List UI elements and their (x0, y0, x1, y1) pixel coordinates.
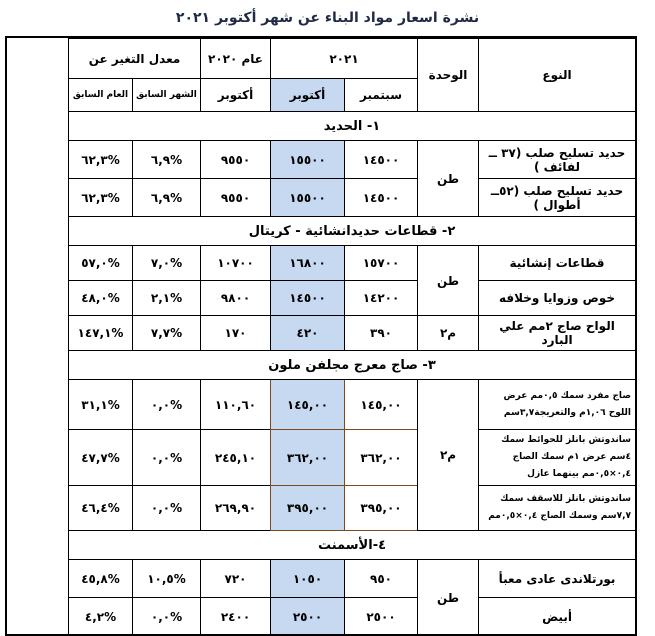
section-title-structural-steel: ٢- قطاعات حديدانشائية - كريتال (69, 217, 636, 246)
product-name: صاج مفرد سمك ٠,٥مم عرض اللوح ١,٠٦م والتعريجة٣,٧سم (479, 380, 636, 430)
spacer (8, 598, 69, 636)
price-october: ٢٥٠٠ (271, 598, 345, 636)
price-september: ١٤٥٠٠ (345, 141, 418, 179)
header-year-2021: ٢٠٢١ (271, 39, 418, 79)
section-title-iron: ١- الحديد (69, 112, 636, 141)
change-prev-month: %٧,٠ (133, 246, 201, 281)
header-september: سبتمبر (345, 79, 418, 112)
spacer (8, 141, 69, 179)
header-year-2020: عام ٢٠٢٠ (201, 39, 271, 79)
price-october: ١٤٥٠٠ (271, 281, 345, 316)
price-october-2020: ٩٥٥٠ (201, 179, 271, 217)
price-september: ١٤٥,٠٠ (345, 380, 418, 430)
spacer (8, 112, 69, 141)
price-october: ٣٦٢,٠٠ (271, 430, 345, 486)
price-october-2020: ٢٦٩,٩٠ (201, 486, 271, 531)
change-prev-year: %٥٧,٠ (69, 246, 133, 281)
price-october: ٤٢٠ (271, 316, 345, 351)
change-prev-month: %٠,٠ (133, 598, 201, 636)
header-october: أكتوبر (271, 79, 345, 112)
price-october-2020: ١٧٠ (201, 316, 271, 351)
price-october-2020: ٩٨٠٠ (201, 281, 271, 316)
price-table (7, 38, 636, 636)
product-name: حديد تسليح صلب (٣٧ ــ لفائف ) (479, 141, 636, 179)
price-september: ١٥٧٠٠ (345, 246, 418, 281)
price-october-2020: ٢٤٥,١٠ (201, 430, 271, 486)
change-prev-year: %٤٨,٠ (69, 281, 133, 316)
change-prev-year: %١٤٧,١ (69, 316, 133, 351)
price-september: ١٤٢٠٠ (345, 281, 418, 316)
section-title-galvanized-sheet: ٣- صاج معرج مجلفن ملون (69, 351, 636, 380)
header-type: النوع (479, 39, 636, 112)
spacer (8, 560, 69, 598)
product-name: أبيض (479, 598, 636, 636)
header-spacer (8, 39, 69, 79)
spacer (8, 281, 69, 316)
price-october: ١٥٥٠٠ (271, 179, 345, 217)
price-october-2020: ١١٠,٦٠ (201, 380, 271, 430)
unit-cell: طن (418, 141, 479, 217)
change-prev-month: %٦,٩ (133, 141, 201, 179)
price-october: ١٥٥٠٠ (271, 141, 345, 179)
product-name: ساندوتش بانلز للاسقف سمك ٧,٧سم وسمك الصاج ٠,٤×٠,٥مم (479, 486, 636, 531)
change-prev-month: %٠,٠ (133, 430, 201, 486)
change-prev-month: %٠,٠ (133, 486, 201, 531)
price-october: ١٤٥,٠٠ (271, 380, 345, 430)
header-change-rate: معدل التغير عن (69, 39, 201, 79)
price-october: ١٠٥٠ (271, 560, 345, 598)
spacer (8, 316, 69, 351)
price-october: ١٦٨٠٠ (271, 246, 345, 281)
price-october-2020: ٧٢٠ (201, 560, 271, 598)
change-prev-year: %٤٥,٨ (69, 560, 133, 598)
bulletin-title: نشرة اسعار مواد البناء عن شهر أكتوبر ٢٠٢١ (0, 6, 655, 30)
header-october-2020: أكتوبر (201, 79, 271, 112)
price-september: ٣٩٥,٠٠ (345, 486, 418, 531)
price-october-2020: ١٠٧٠٠ (201, 246, 271, 281)
change-prev-month: %١٠,٥ (133, 560, 201, 598)
unit-cell: طن (418, 246, 479, 316)
header-prev-year: العام السابق (69, 79, 133, 112)
product-name: ساندوتش بانلز للحوائط سمك ٤سم عرض ١م سمك الصاج ٠,٤×٠,٥مم بينهما عازل (479, 430, 636, 486)
unit-cell: م٢ (418, 316, 479, 351)
product-name: بورتلاندى عادى معبأ (479, 560, 636, 598)
change-prev-year: %٦٢,٣ (69, 179, 133, 217)
product-name: خوص وزوايا وخلافه (479, 281, 636, 316)
price-october-2020: ٩٥٥٠ (201, 141, 271, 179)
product-name: حديد تسليح صلب (٥٢ــ أطوال ) (479, 179, 636, 217)
price-october-2020: ٢٤٠٠ (201, 598, 271, 636)
price-table-frame (5, 36, 637, 636)
spacer (8, 217, 69, 246)
header-unit: الوحدة (418, 39, 479, 112)
change-prev-month: %٠,٠ (133, 380, 201, 430)
price-september: ٣٦٢,٠٠ (345, 430, 418, 486)
change-prev-year: %٦٢,٣ (69, 141, 133, 179)
unit-cell: طن (418, 560, 479, 636)
price-september: ٣٩٠ (345, 316, 418, 351)
spacer (8, 486, 69, 531)
spacer (8, 351, 69, 380)
change-prev-year: %٤٦,٤ (69, 486, 133, 531)
price-october: ٣٩٥,٠٠ (271, 486, 345, 531)
product-name: قطاعات إنشائية (479, 246, 636, 281)
change-prev-year: %٣١,١ (69, 380, 133, 430)
product-name: الواح صاج ٢مم علي البارد (479, 316, 636, 351)
spacer (8, 246, 69, 281)
spacer (8, 430, 69, 486)
header-prev-month: الشهر السابق (133, 79, 201, 112)
price-september: ٩٥٠ (345, 560, 418, 598)
change-prev-month: %٧,٧ (133, 316, 201, 351)
price-september: ١٤٥٠٠ (345, 179, 418, 217)
spacer (8, 179, 69, 217)
section-title-cement: ٤-الأسمنت (69, 531, 636, 560)
change-prev-year: %٤٧,٧ (69, 430, 133, 486)
change-prev-month: %٢,١ (133, 281, 201, 316)
spacer (8, 380, 69, 430)
change-prev-month: %٦,٩ (133, 179, 201, 217)
spacer (8, 531, 69, 560)
change-prev-year: %٤,٢ (69, 598, 133, 636)
unit-cell: م٢ (418, 380, 479, 531)
header-spacer (8, 79, 69, 112)
price-september: ٢٥٠٠ (345, 598, 418, 636)
